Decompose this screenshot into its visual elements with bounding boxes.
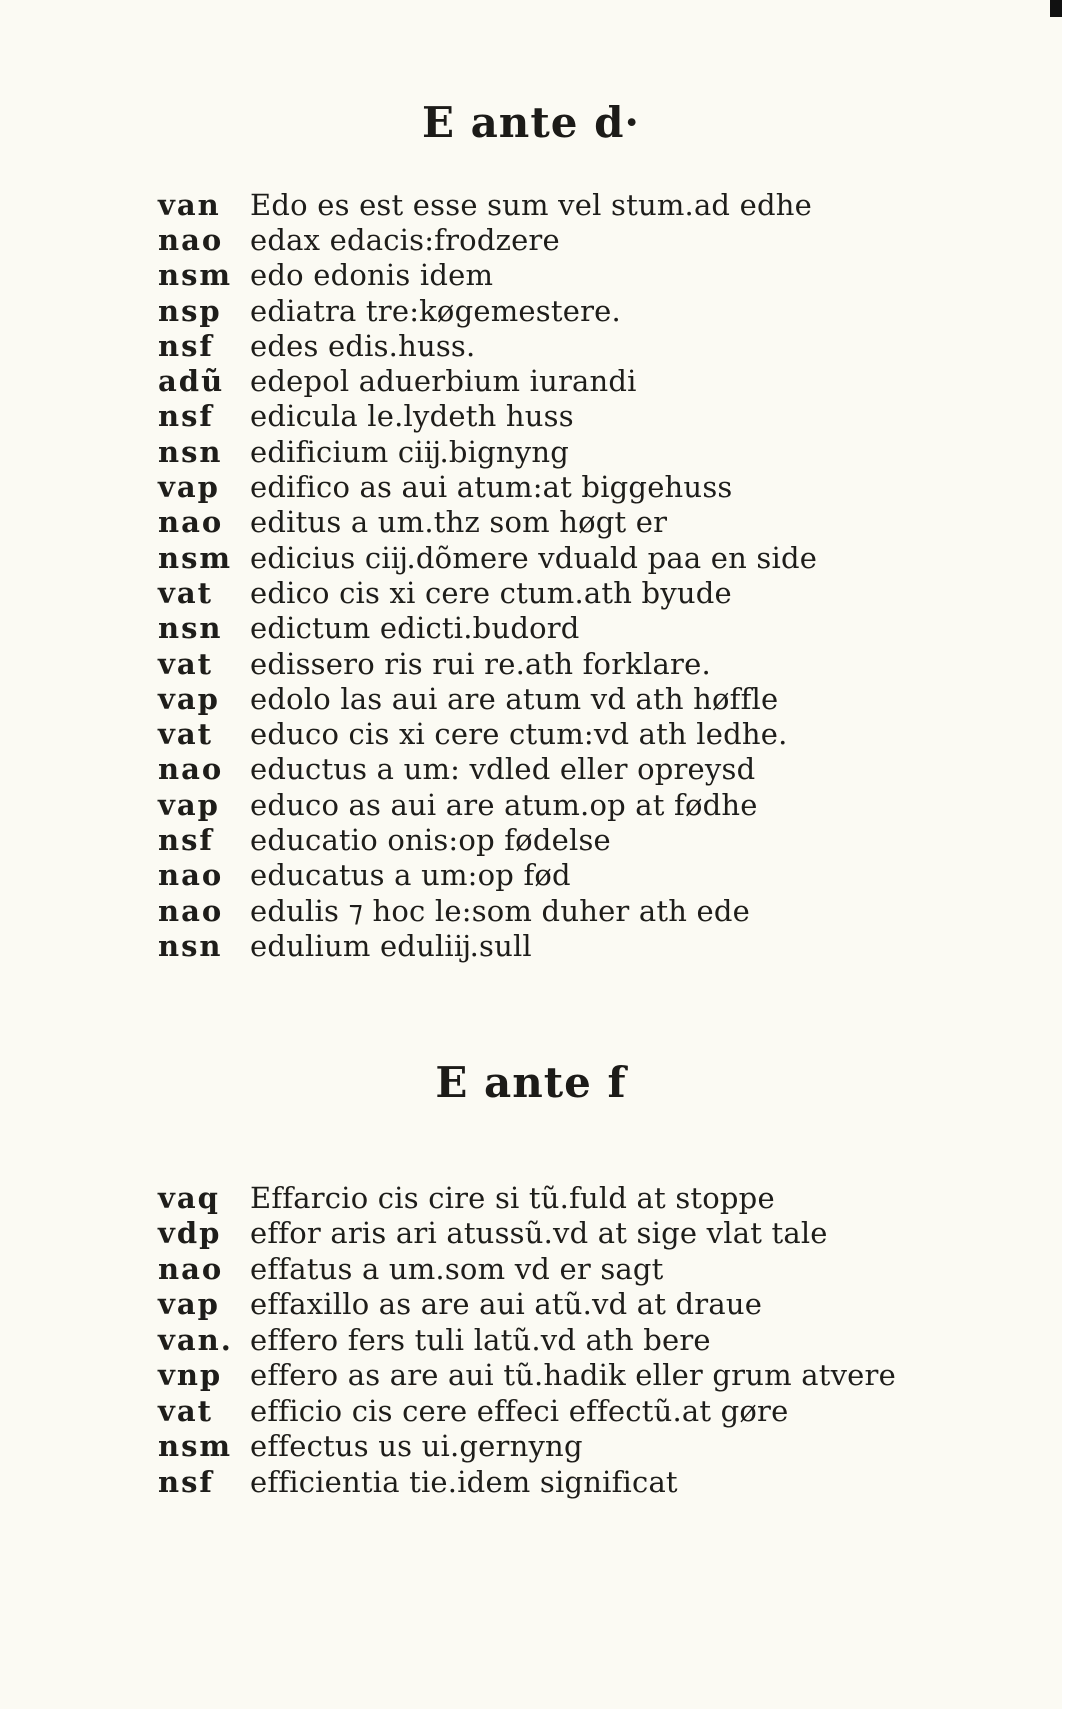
dictionary-entry xyxy=(158,1429,896,1465)
entry-text: effaxillo as are aui atũ.vd at draue xyxy=(250,1287,763,1322)
entry-text: edulis ⁊ hoc le:som duher ath ede xyxy=(250,893,751,928)
dictionary-entry xyxy=(158,752,817,787)
dictionary-entry xyxy=(158,258,817,293)
grammar-code: vat xyxy=(158,646,214,681)
dictionary-entry xyxy=(158,1287,896,1323)
dictionary-entry xyxy=(158,858,817,893)
dictionary-entry xyxy=(158,1464,896,1500)
dictionary-entry xyxy=(158,187,817,222)
dictionary-entry xyxy=(158,646,817,681)
dictionary-entry xyxy=(158,575,817,610)
entry-text: efficio cis cere effeci effectũ.at gøre xyxy=(250,1393,789,1428)
grammar-code: nao xyxy=(158,505,224,540)
dictionary-entry xyxy=(158,505,817,540)
grammar-code: nsm xyxy=(158,1429,233,1464)
entry-text: efficientia tie.idem significat xyxy=(250,1464,678,1499)
entry-text: ediatra tre:køgemestere. xyxy=(250,293,621,328)
entry-text: educo as aui are atum.op at fødhe xyxy=(250,787,758,822)
dictionary-entry xyxy=(158,1322,896,1358)
grammar-code: vat xyxy=(158,717,214,752)
entry-text: edico cis xi cere ctum.ath byude xyxy=(250,575,732,610)
dictionary-entry xyxy=(158,363,817,398)
entry-text: Effarcio cis cire si tũ.fuld at stoppe xyxy=(250,1180,775,1215)
entry-text: edifico as aui atum:at biggehuss xyxy=(250,470,733,505)
entry-text: edictum edicti.budord xyxy=(250,611,580,646)
grammar-code: nsn xyxy=(158,434,223,469)
grammar-code: nsm xyxy=(158,258,233,293)
grammar-code: vap xyxy=(158,470,220,505)
grammar-code: nao xyxy=(158,752,224,787)
entry-list-e-ante-f xyxy=(158,1180,896,1500)
entry-text: Edo es est esse sum vel stum.ad edhe xyxy=(250,187,812,222)
dictionary-entry xyxy=(158,681,817,716)
entry-text: educatus a um:op fød xyxy=(250,858,571,893)
grammar-code: nsp xyxy=(158,293,222,328)
dictionary-entry xyxy=(158,328,817,363)
dictionary-entry xyxy=(158,293,817,328)
grammar-code: nao xyxy=(158,858,224,893)
grammar-code: vat xyxy=(158,1393,214,1428)
grammar-code: nsn xyxy=(158,928,223,963)
grammar-code: vdp xyxy=(158,1216,222,1251)
dictionary-entry xyxy=(158,540,817,575)
section-heading-e-ante-f: E ante f xyxy=(435,1058,627,1107)
dictionary-entry xyxy=(158,1251,896,1287)
entry-text: edo edonis idem xyxy=(250,258,494,293)
entry-text: edolo las aui are atum vd ath høffle xyxy=(250,681,779,716)
dictionary-entry xyxy=(158,434,817,469)
entry-text: eductus a um: vdled eller opreysd xyxy=(250,752,756,787)
grammar-code: adũ xyxy=(158,364,225,399)
entry-text: edificium ciĳ.bignyng xyxy=(250,434,570,469)
grammar-code: nsf xyxy=(158,399,214,434)
dictionary-entry xyxy=(158,1358,896,1394)
grammar-code: vat xyxy=(158,575,214,610)
entry-text: educatio onis:op fødelse xyxy=(250,822,611,857)
dictionary-entry xyxy=(158,893,817,928)
grammar-code: nao xyxy=(158,222,224,257)
section-heading-e-ante-d: E ante d· xyxy=(421,98,641,147)
entry-text: effectus us ui.gernyng xyxy=(250,1429,583,1464)
entry-text: effatus a um.som vd er sagt xyxy=(250,1251,664,1286)
entry-text: edissero ris rui re.ath forklare. xyxy=(250,646,711,681)
entry-list-e-ante-d xyxy=(158,187,817,964)
dictionary-entry xyxy=(158,716,817,751)
grammar-code: van xyxy=(158,187,221,222)
grammar-code: vaq xyxy=(158,1180,220,1215)
grammar-code: nsn xyxy=(158,611,223,646)
dictionary-entry xyxy=(158,222,817,257)
grammar-code: van. xyxy=(158,1322,233,1357)
dictionary-entry xyxy=(158,787,817,822)
entry-text: educo cis xi cere ctum:vd ath ledhe. xyxy=(250,717,788,752)
grammar-code: vap xyxy=(158,787,220,822)
grammar-code: nsf xyxy=(158,822,214,857)
grammar-code: nsf xyxy=(158,328,214,363)
entry-text: edicula le.lydeth huss xyxy=(250,399,574,434)
entry-text: effero as are aui tũ.hadik eller grum atvere xyxy=(250,1358,896,1393)
entry-text: effero fers tuli latũ.vd ath bere xyxy=(250,1322,711,1357)
grammar-code: vap xyxy=(158,1287,220,1322)
dictionary-entry xyxy=(158,928,817,963)
grammar-code: nsm xyxy=(158,540,233,575)
dictionary-entry xyxy=(158,469,817,504)
dictionary-entry xyxy=(158,399,817,434)
entry-text: edulium eduliĳ.sull xyxy=(250,928,532,963)
dictionary-entry xyxy=(158,1216,896,1252)
dictionary-entry xyxy=(158,1393,896,1429)
grammar-code: nao xyxy=(158,893,224,928)
scan-corner-mark xyxy=(1050,0,1062,17)
entry-text: edax edacis:frodzere xyxy=(250,222,560,257)
dictionary-entry xyxy=(158,822,817,857)
entry-text: editus a um.thz som høgt er xyxy=(250,505,668,540)
entry-text: edepol aduerbium iurandi xyxy=(250,364,637,399)
dictionary-entry xyxy=(158,611,817,646)
dictionary-entry xyxy=(158,1180,896,1216)
entry-text: edes edis.huss. xyxy=(250,328,476,363)
grammar-code: nao xyxy=(158,1251,224,1286)
entry-text: effor aris ari atussũ.vd at sige vlat tale xyxy=(250,1216,828,1251)
grammar-code: nsf xyxy=(158,1464,214,1499)
grammar-code: vap xyxy=(158,681,220,716)
entry-text: edicius ciĳ.dõmere vduald paa en side xyxy=(250,540,818,575)
grammar-code: vnp xyxy=(158,1358,223,1393)
